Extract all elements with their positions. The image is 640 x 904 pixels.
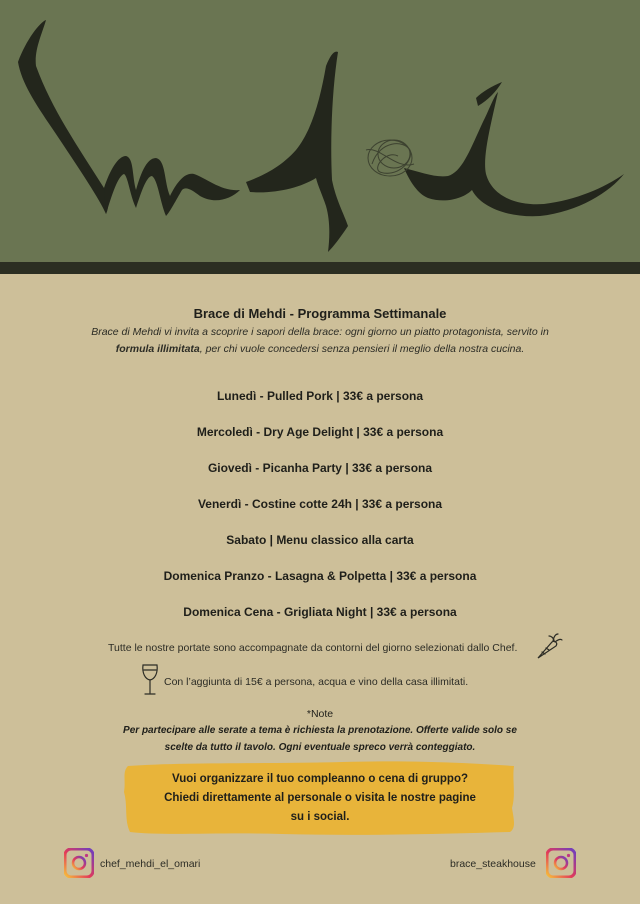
callout-line3: su i social. [290,811,350,823]
menu-item-giovedi: Giovedì - Picanha Party | 33€ a persona [207,461,433,475]
mehdi-signature-logo [0,0,640,262]
intro-part1: Brace di Mehdi vi invita a scoprire i sapori della brace: ogni giorno un piatto protagonista, servito in [91,326,549,338]
menu-item-lunedi: Lunedì - Pulled Pork | 33€ a persona [216,389,424,403]
header-banner [0,0,640,262]
note-text: Per partecipare alle serate a tema è richiesta la prenotazione. Offerte valide solo se scelte da tutto il tavolo. Ogni eventuale spreco verrà conteggiato. [123,725,517,753]
menu-item-domenica-pranzo: Domenica Pranzo - Lasagna & Polpetta | 33€ a persona [163,569,477,583]
instagram-icon[interactable] [546,848,576,878]
carrot-icon [532,630,564,662]
page-title: Brace di Mehdi - Programma Settimanale [193,306,447,321]
social-handle-left[interactable]: chef_mehdi_el_omari [100,858,201,870]
group-events-callout [122,760,518,836]
social-right[interactable] [440,848,576,882]
intro-bold: formula illimitata [115,343,200,355]
intro-text [80,324,560,358]
menu-item-domenica-cena: Domenica Cena - Grigliata Night | 33€ a persona [183,605,457,619]
sides-text: Tutte le nostre portate sono accompagnate da contorni del giorno selezionati dallo Chef. [108,642,518,654]
wine-glass-icon [140,663,160,697]
social-handle-right[interactable]: brace_steakhouse [450,858,536,870]
callout-line1: Vuoi organizzare il tuo compleanno o cena di gruppo? [171,773,469,785]
menu-item-sabato: Sabato | Menu classico alla carta [226,533,414,547]
header-divider-band [0,262,640,274]
callout-text [122,770,518,827]
instagram-icon[interactable] [64,848,94,878]
social-left[interactable] [64,848,264,882]
drinks-text: Con l’aggiunta di 15€ a persona, acqua e vino della casa illimitati. [164,676,469,688]
menu-item-venerdi: Venerdì - Costine cotte 24h | 33€ a persona [197,497,443,511]
intro-part2: , per chi vuole concedersi senza pensieri il meglio della nostra cucina. [199,343,525,355]
menu-item-mercoledi: Mercoledì - Dry Age Delight | 33€ a persona [196,425,444,439]
callout-line2: Chiedi direttamente al personale o visita le nostre pagine [164,792,476,804]
note-title: *Note [306,708,334,720]
